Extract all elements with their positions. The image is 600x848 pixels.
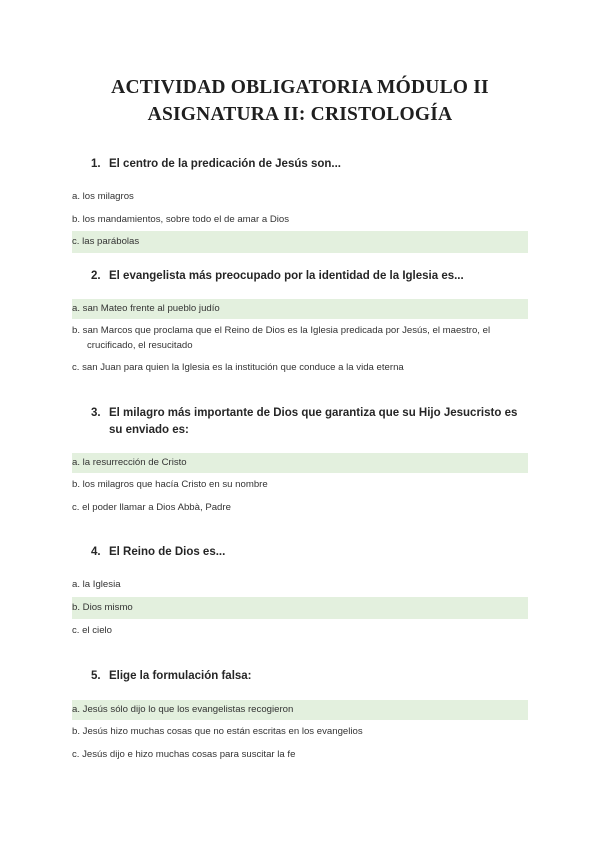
answer-option-text: c. san Juan para quien la Iglesia es la institución que conduce a la vida eterna <box>72 362 404 373</box>
question-number: 3. <box>91 407 101 419</box>
question-number: 5. <box>91 670 101 682</box>
answer-option-text: c. el cielo <box>72 625 112 636</box>
question-text: Elige la formulación falsa: <box>109 670 252 682</box>
answer-option-text: c. Jesús dijo e hizo muchas cosas para suscitar la fe <box>72 749 296 760</box>
question-1 <box>91 156 531 173</box>
answer-option-text: b. los mandamientos, sobre todo el de amar a Dios <box>72 214 290 225</box>
answer-option <box>72 577 528 593</box>
question-number: 1. <box>91 158 101 170</box>
question-text: El centro de la predicación de Jesús son... <box>109 158 341 170</box>
answer-option-highlighted <box>72 453 528 473</box>
document-title-line-2: ASIGNATURA II: CRISTOLOGÍA <box>147 104 453 125</box>
answer-option <box>72 360 528 376</box>
answer-option <box>72 724 528 740</box>
question-text: El evangelista más preocupado por la identidad de la Iglesia es... <box>109 270 464 282</box>
answer-option-text: c. las parábolas <box>72 236 140 247</box>
answer-option <box>72 747 528 763</box>
question-number: 4. <box>91 546 101 558</box>
question-3 <box>91 405 531 439</box>
answer-option-text: c. el poder llamar a Dios Abbà, Padre <box>72 502 231 513</box>
question-text: El Reino de Dios es... <box>109 546 226 558</box>
answer-option <box>72 623 528 639</box>
answer-option-highlighted <box>72 700 528 720</box>
question-2 <box>91 268 531 285</box>
answer-option-text: b. san Marcos que proclama que el Reino de Dios es la Iglesia predicada por Jesús, el maestro, el crucificado, el resucitado <box>72 325 491 351</box>
answer-option <box>72 189 528 205</box>
answer-option-text: b. Dios mismo <box>72 602 133 613</box>
answer-option-text: a. los milagros <box>72 191 134 202</box>
answer-option <box>72 212 528 228</box>
answer-option-text: a. san Mateo frente al pueblo judío <box>72 303 220 314</box>
question-4 <box>91 544 531 561</box>
answer-option-text: a. la Iglesia <box>72 579 121 590</box>
answer-option <box>72 477 528 493</box>
answer-option-highlighted <box>72 231 528 253</box>
answer-option-highlighted <box>72 299 528 319</box>
answer-option-text: a. Jesús sólo dijo lo que los evangelistas recogieron <box>72 704 294 715</box>
question-5 <box>91 668 531 685</box>
question-text: El milagro más importante de Dios que garantiza que su Hijo Jesucristo es su enviado es: <box>109 407 518 436</box>
answer-option-text: a. la resurrección de Cristo <box>72 457 187 468</box>
answer-option-text: b. los milagros que hacía Cristo en su nombre <box>72 479 268 490</box>
document-title-line-1: ACTIVIDAD OBLIGATORIA MÓDULO II <box>111 77 489 98</box>
answer-option <box>72 323 528 353</box>
answer-option-text: b. Jesús hizo muchas cosas que no están escritas en los evangelios <box>72 726 363 737</box>
question-number: 2. <box>91 270 101 282</box>
answer-option-highlighted <box>72 597 528 619</box>
answer-option <box>72 500 528 516</box>
